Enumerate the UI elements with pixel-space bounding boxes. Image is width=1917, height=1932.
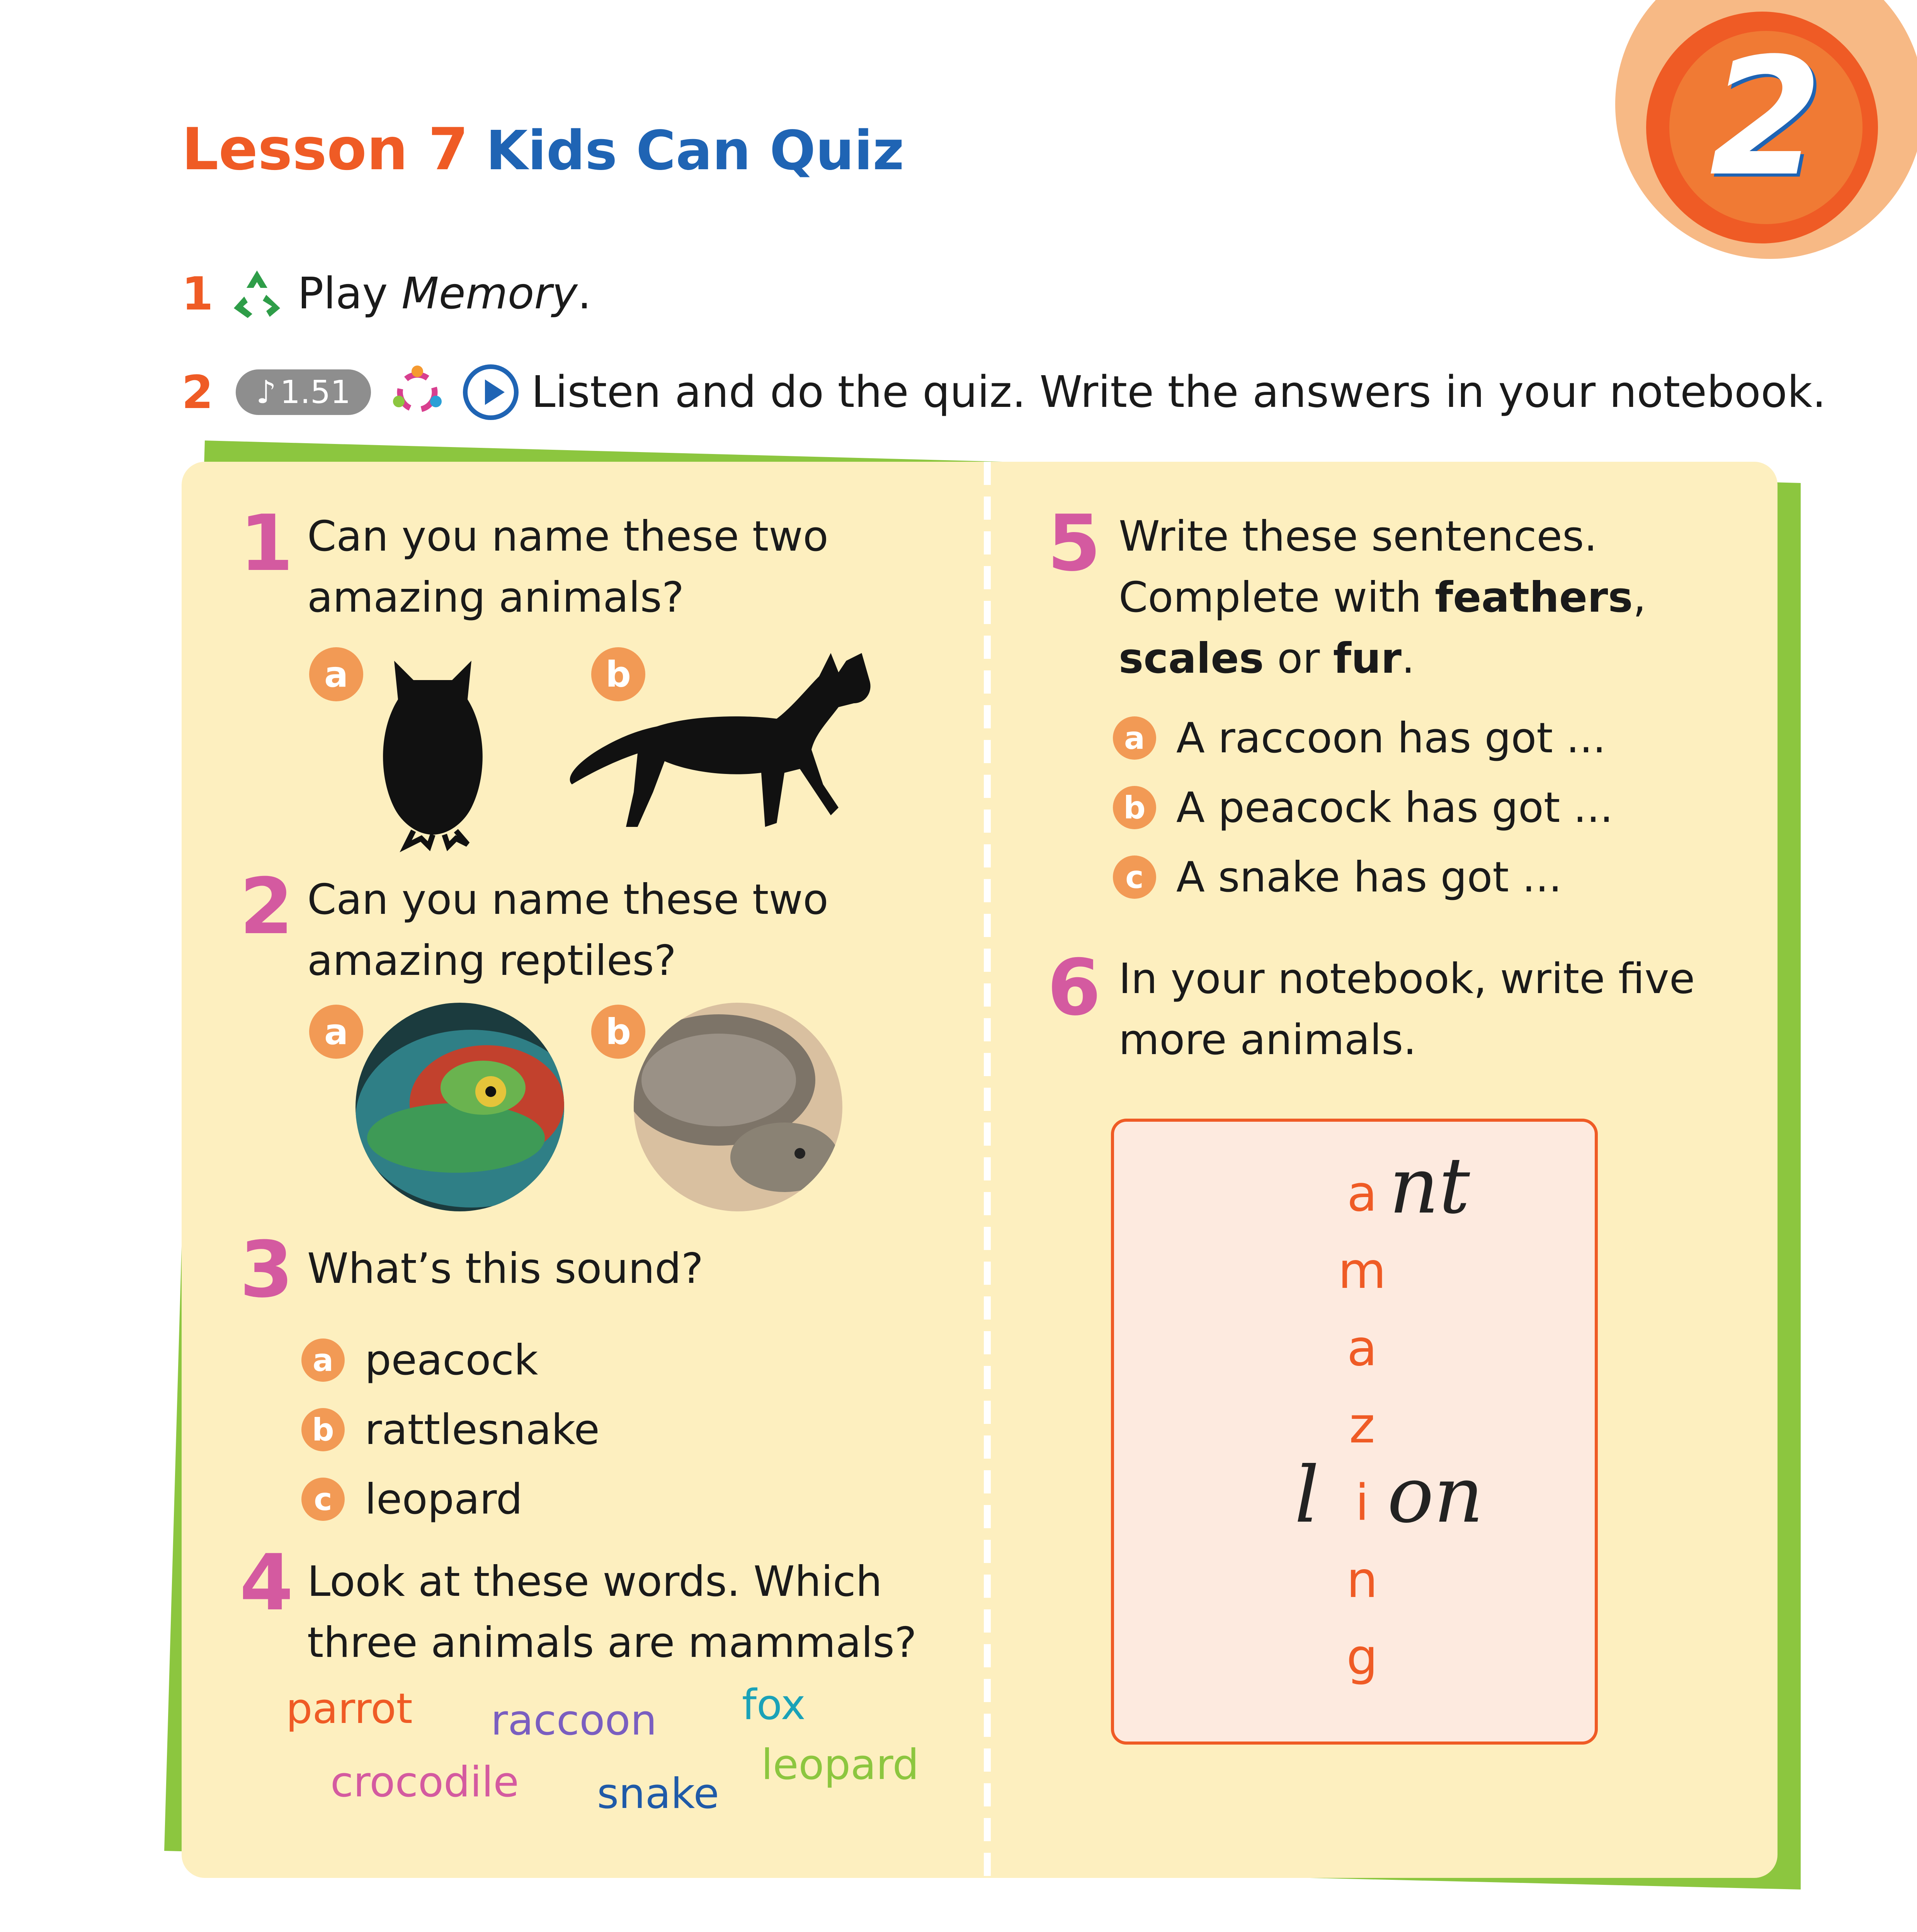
lesson-heading <box>182 116 904 193</box>
instruction-2 <box>182 361 1826 423</box>
option-label-b: b <box>591 647 645 701</box>
quiz-question-4 <box>307 1551 917 1673</box>
acrostic-letter: m <box>1338 1242 1386 1300</box>
option-item <box>1113 842 1613 912</box>
instruction-number: 2 <box>182 366 214 419</box>
quiz-question-5 <box>1119 506 1646 689</box>
option-text: A raccoon has got ... <box>1176 714 1606 762</box>
question-line: Write these sentences. <box>1119 512 1597 561</box>
instruction-number: 1 <box>182 267 214 320</box>
option-text: leopard <box>365 1475 523 1524</box>
instruction-text <box>298 269 591 319</box>
option-item <box>1113 773 1613 842</box>
play-audio-icon[interactable] <box>462 363 520 421</box>
option-label-a: a <box>309 647 363 701</box>
option-text: A peacock has got ... <box>1176 783 1613 832</box>
option-item <box>301 1325 600 1395</box>
instruction-text-end: . <box>577 269 592 319</box>
option-label: b <box>301 1408 345 1451</box>
option-label-a: a <box>309 1005 363 1059</box>
acrostic-column <box>1335 1155 1389 1696</box>
question-line: Look at these words. Which <box>307 1558 882 1606</box>
word-fox: fox <box>742 1681 806 1729</box>
fox-silhouette-image <box>568 645 885 846</box>
question-text-plain: or <box>1264 634 1333 683</box>
keyword-scales: scales <box>1119 634 1264 683</box>
audio-track-badge[interactable] <box>236 369 371 415</box>
acrostic-letter: a <box>1347 1165 1378 1223</box>
quiz-question-3: What’s this sound? <box>307 1245 704 1293</box>
quiz-question-6 <box>1119 949 1695 1071</box>
tortoise-photo <box>634 1003 842 1211</box>
quiz-question-number: 1 <box>240 498 294 588</box>
option-text: rattlesnake <box>365 1405 600 1454</box>
option-label: c <box>301 1478 345 1521</box>
keyword-feathers: feathers <box>1435 573 1633 622</box>
instruction-1 <box>182 263 591 325</box>
question-text-plain: Complete with <box>1119 573 1435 622</box>
word-raccoon: raccoon <box>491 1696 657 1745</box>
question-line: three animals are mammals? <box>307 1619 917 1667</box>
quiz-q3-options <box>301 1325 600 1534</box>
option-label-b: b <box>591 1005 645 1059</box>
question-text-punct: . <box>1402 634 1415 683</box>
question-line: Can you name these two <box>307 876 828 924</box>
question-line: Can you name these two <box>307 512 828 561</box>
quiz-question-number: 4 <box>240 1538 294 1628</box>
option-item <box>301 1395 600 1464</box>
instruction-text-italic: Memory <box>401 269 578 319</box>
lesson-number: Lesson 7 <box>182 116 469 183</box>
handwritten-ant: nt <box>1389 1141 1470 1231</box>
word-crocodile: crocodile <box>330 1758 519 1806</box>
question-line: amazing animals? <box>307 573 684 622</box>
option-text: peacock <box>365 1336 538 1384</box>
handwritten-lion-start: l <box>1294 1450 1319 1540</box>
lesson-title: Kids Can Quiz <box>486 119 904 182</box>
question-line <box>1119 567 1646 628</box>
chameleon-photo <box>356 1003 564 1211</box>
quiz-question-1 <box>307 506 828 628</box>
question-line: amazing reptiles? <box>307 937 677 985</box>
option-label: b <box>1113 786 1156 829</box>
acrostic-letter: a <box>1347 1320 1378 1377</box>
acrostic-letter: g <box>1346 1629 1378 1686</box>
recycle-icon <box>228 265 286 323</box>
quiz-question-number: 2 <box>240 862 294 952</box>
question-line: more animals. <box>1119 1016 1417 1064</box>
acrostic-letter: i <box>1355 1474 1369 1532</box>
music-note-icon: ♪ <box>256 374 276 411</box>
question-line <box>1119 628 1646 689</box>
handwritten-lion-end: on <box>1387 1450 1484 1540</box>
quiz-q5-options <box>1113 703 1613 912</box>
question-text-punct: , <box>1633 573 1647 622</box>
quiz-question-number: 3 <box>240 1225 294 1315</box>
option-label: a <box>301 1338 345 1382</box>
option-text: A snake has got ... <box>1176 853 1562 901</box>
instruction-text-plain: Play <box>298 269 402 319</box>
owl-silhouette-image <box>371 653 495 846</box>
option-label: c <box>1113 855 1156 899</box>
option-item <box>301 1464 600 1534</box>
word-leopard: leopard <box>761 1741 919 1789</box>
collaboration-icon <box>388 363 446 421</box>
acrostic-letter: n <box>1346 1551 1378 1609</box>
quiz-question-number: 6 <box>1047 943 1101 1033</box>
option-item <box>1113 703 1613 773</box>
question-line: In your notebook, write five <box>1119 955 1695 1003</box>
option-label: a <box>1113 716 1156 760</box>
quiz-question-2 <box>307 869 828 992</box>
acrostic-letter: z <box>1349 1397 1375 1454</box>
keyword-fur: fur <box>1333 634 1402 683</box>
word-parrot: parrot <box>286 1685 413 1733</box>
instruction-text: Listen and do the quiz. Write the answers in your notebook. <box>531 367 1826 417</box>
unit-number: 2 <box>1709 23 1823 212</box>
audio-track-number: 1.51 <box>280 374 351 411</box>
quiz-question-number: 5 <box>1047 498 1101 588</box>
word-snake: snake <box>597 1770 720 1818</box>
